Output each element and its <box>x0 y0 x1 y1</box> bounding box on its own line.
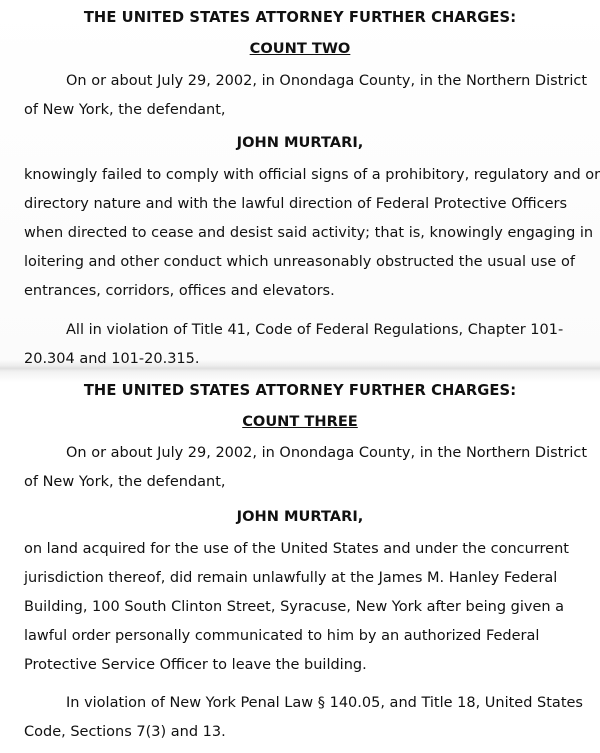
count-two-charge-line-5: entrances, corridors, offices and elevators. <box>24 283 335 299</box>
count-three-violation-line-2: Code, Sections 7(3) and 13. <box>24 724 226 740</box>
count-three-intro-line-1: On or about July 29, 2002, in Onondaga County, in the Northern District <box>66 445 588 461</box>
count-three-charge-line-3: Building, 100 South Clinton Street, Syracuse, New York after being given a <box>24 599 565 615</box>
count-two-charge-line-3: when directed to cease and desist said activity; that is, knowingly engaging in <box>24 225 594 241</box>
count-three-charge-line-1: on land acquired for the use of the United States and under the concurrent <box>24 541 569 557</box>
count-three-title: COUNT THREE <box>242 413 358 430</box>
count-three-intro-line-2: of New York, the defendant, <box>24 474 226 490</box>
count-three-violation <box>24 689 584 747</box>
count-three-charge-text <box>24 535 584 680</box>
count-three-charge-line-2: jurisdiction thereof, did remain unlawfully at the James M. Hanley Federal <box>24 570 558 586</box>
count-two-violation-line-2: 20.304 and 101-20.315. <box>24 351 200 367</box>
count-two-intro <box>24 67 588 125</box>
count-two-intro-line-1: On or about July 29, 2002, in Onondaga County, in the Northern District <box>66 73 588 89</box>
count-two-defendant-name: JOHN MURTARI, <box>236 134 364 151</box>
count-two-title: COUNT TWO <box>249 40 351 57</box>
count-two-charge-line-1: knowingly failed to comply with official signs of a prohibitory, regulatory and or <box>24 167 600 183</box>
count-three-heading: THE UNITED STATES ATTORNEY FURTHER CHARGES: <box>83 382 517 399</box>
count-two-charge-text <box>24 161 600 306</box>
count-three-defendant-name: JOHN MURTARI, <box>236 508 364 525</box>
count-three-charge-line-4: lawful order personally communicated to him by an authorized Federal <box>24 628 540 644</box>
count-three-charge-line-5: Protective Service Officer to leave the building. <box>24 657 367 673</box>
count-three-intro <box>24 439 588 497</box>
count-two-charge-line-2: directory nature and with the lawful direction of Federal Protective Officers <box>24 196 568 212</box>
count-two-charge-line-4: loitering and other conduct which unreasonably obstructed the usual use of <box>24 254 575 270</box>
count-two-violation-line-1: All in violation of Title 41, Code of Federal Regulations, Chapter 101- <box>66 322 564 338</box>
count-three-violation-line-1: In violation of New York Penal Law § 140.05, and Title 18, United States <box>66 695 583 711</box>
count-two-violation <box>24 316 584 374</box>
count-two-heading: THE UNITED STATES ATTORNEY FURTHER CHARGES: <box>83 9 517 26</box>
count-two-intro-line-2: of New York, the defendant, <box>24 102 226 118</box>
